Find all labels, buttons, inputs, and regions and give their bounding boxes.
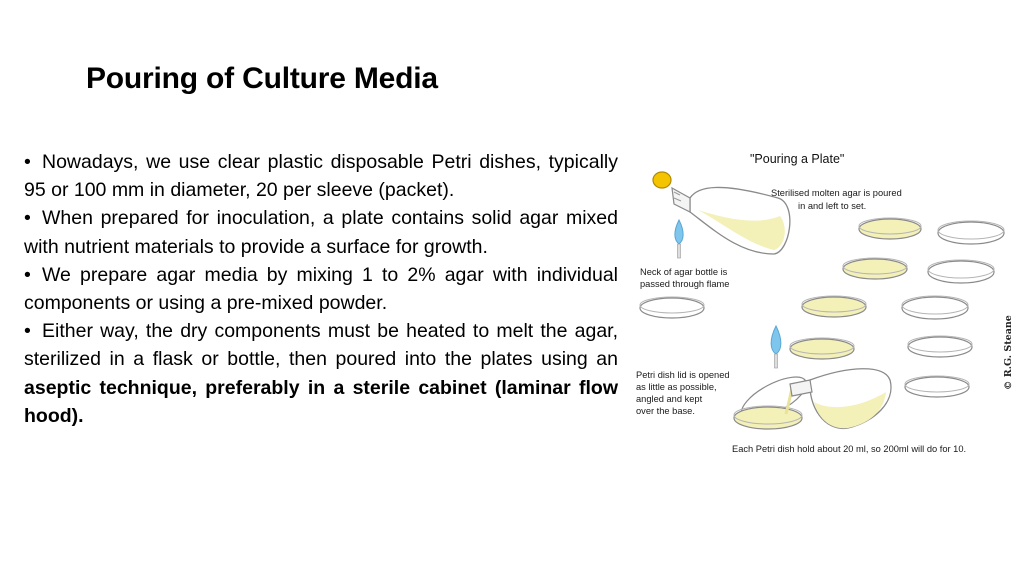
- petri-dish-empty: [938, 221, 1004, 244]
- bottle-cap-icon: [653, 172, 671, 188]
- petri-dish-empty: [905, 376, 969, 397]
- agar-bottle-pouring: [790, 369, 891, 429]
- bullet-item: [24, 261, 618, 317]
- petri-dish-empty: [908, 336, 972, 357]
- copyright-notice: © R.G. Steane: [1003, 315, 1014, 390]
- bullet-marker: •: [24, 263, 31, 286]
- caption-agar-line2: in and left to set.: [798, 201, 867, 211]
- caption-neck-line2: passed through flame: [640, 279, 730, 289]
- petri-dish-agar: [802, 296, 866, 317]
- diagram-title: "Pouring a Plate": [750, 152, 845, 166]
- bullet-marker: •: [24, 207, 31, 230]
- pouring-plate-diagram: [628, 140, 1024, 470]
- bullet-text: Either way, the dry components must be heated to melt the agar, sterilized in a flask or bottle, then poured into the plates using an: [24, 320, 618, 371]
- caption-lid-line2: as little as possible,: [636, 382, 717, 392]
- caption-bottom: Each Petri dish hold about 20 ml, so 200ml will do for 10.: [732, 444, 967, 454]
- bullet-text: When prepared for inoculation, a plate contains solid agar mixed with nutrient materials to provide a surface for growth.: [24, 207, 618, 258]
- bullet-bold-text: aseptic technique, preferably in a sterile cabinet (laminar flow hood).: [24, 376, 618, 427]
- bullet-marker: •: [24, 320, 31, 343]
- flame-icon: [675, 220, 683, 258]
- slide-title: Pouring of Culture Media: [86, 62, 438, 95]
- petri-dish-agar: [790, 338, 854, 359]
- caption-lid-line1: Petri dish lid is opened: [636, 370, 730, 380]
- caption-neck-line1: Neck of agar bottle is: [640, 267, 728, 277]
- petri-dish-agar: [859, 218, 921, 239]
- diagram-svg: [628, 140, 1024, 470]
- petri-dish-empty: [928, 260, 994, 283]
- caption-lid-line4: over the base.: [636, 406, 695, 416]
- bullet-list: [24, 148, 618, 430]
- bullet-marker: •: [24, 151, 31, 173]
- bullet-item: [24, 317, 618, 430]
- agar-bottle-top: [672, 187, 790, 254]
- bullet-item: [24, 148, 618, 204]
- bullet-text: We prepare agar media by mixing 1 to 2% agar with individual components or using a pre-mixed powder.: [24, 263, 618, 315]
- petri-dish-empty: [640, 297, 704, 318]
- caption-agar-line1: Sterilised molten agar is poured: [771, 188, 902, 198]
- bullet-item: [24, 204, 618, 260]
- petri-dish-agar: [843, 258, 907, 279]
- flame-icon: [771, 326, 781, 368]
- bullet-text: Nowadays, we use clear plastic disposable Petri dishes, typically 95 or 100 mm in diameter, 20 per sleeve (packet).: [24, 151, 618, 202]
- petri-dish-empty: [902, 296, 968, 319]
- caption-lid-line3: angled and kept: [636, 394, 703, 404]
